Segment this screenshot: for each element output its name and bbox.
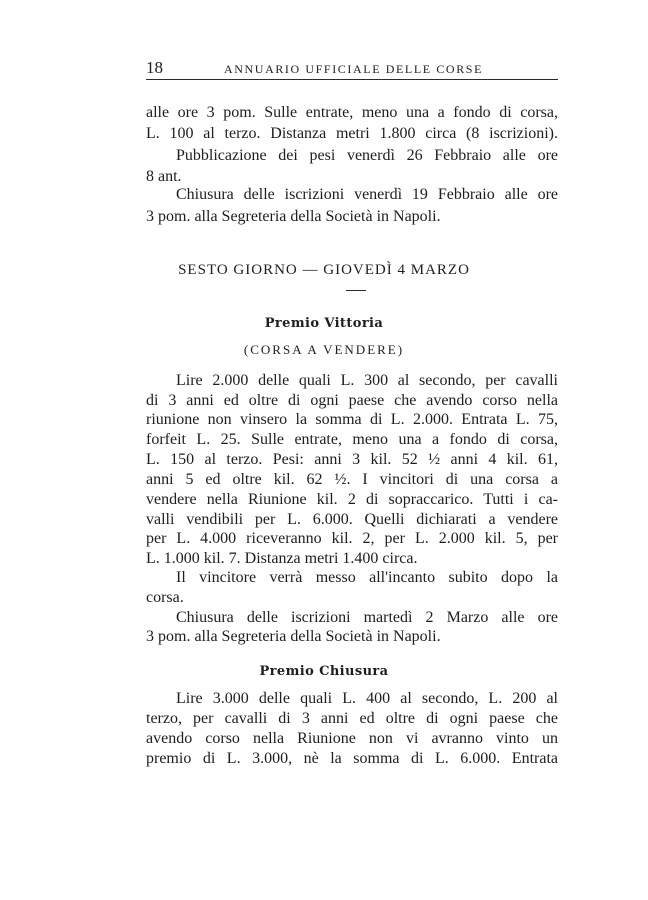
- page-header: [146, 58, 558, 80]
- text-line: forfeit L. 25. Sulle entrate, meno una a fondo di corsa,: [146, 431, 558, 448]
- text-line: premio di L. 3.000, nè la somma di L. 6.000. Entrata: [146, 750, 558, 767]
- text-line: valli vendibili per L. 6.000. Quelli dichiarati a vendere: [146, 511, 558, 528]
- page-number: 18: [146, 58, 163, 77]
- section-heading: SESTO GIORNO — GIOVEDÌ 4 MARZO: [178, 262, 470, 278]
- text-line: alle ore 3 pom. Sulle entrate, meno una a fondo di corsa,: [146, 104, 558, 121]
- text-line: avendo corso nella Riunione non vi avranno vinto un: [146, 730, 558, 747]
- text-line: vendere nella Riunione kil. 2 di sopraccarico. Tutti i ca-: [146, 491, 558, 508]
- text-line: Chiusura delle iscrizioni martedì 2 Marzo alle ore: [176, 609, 558, 626]
- text-line: Lire 3.000 delle quali L. 400 al secondo, L. 200 al: [176, 690, 558, 707]
- prize-title-chiusura: Premio Chiusura: [259, 664, 389, 679]
- text-line: Lire 2.000 delle quali L. 300 al secondo, per cavalli: [176, 372, 558, 389]
- text-line: 3 pom. alla Segreteria della Società in Napoli.: [146, 208, 441, 225]
- text-line: corsa.: [146, 589, 184, 606]
- text-line: 8 ant.: [146, 168, 182, 185]
- text-line: Il vincitore verrà messo all'incanto subito dopo la: [176, 569, 558, 586]
- text-line: L. 150 al terzo. Pesi: anni 3 kil. 52 ½ anni 4 kil. 61,: [146, 451, 558, 468]
- text-line: riunione non vinsero la somma di L. 2.000. Entrata L. 75,: [146, 411, 558, 428]
- text-line: L. 1.000 kil. 7. Distanza metri 1.400 circa.: [146, 550, 418, 567]
- running-head: ANNUARIO UFFICIALE DELLE CORSE: [224, 62, 483, 76]
- text-line: 3 pom. alla Segreteria della Società in Napoli.: [146, 628, 441, 645]
- text-line: L. 100 al terzo. Distanza metri 1.800 circa (8 iscrizioni).: [146, 125, 558, 142]
- text-line: per L. 4.000 riceveranno kil. 2, per L. 2.000 kil. 5, per: [146, 530, 558, 547]
- header-rule: [146, 79, 558, 80]
- heading-rule: [346, 290, 366, 291]
- text-line: Pubblicazione dei pesi venerdì 26 Febbraio alle ore: [176, 147, 558, 164]
- prize-subtitle-vittoria: (CORSA A VENDERE): [243, 342, 405, 357]
- text-line: di 3 anni ed oltre di ogni paese che avendo corso nella: [146, 392, 558, 409]
- prize-title-vittoria: Premio Vittoria: [264, 316, 384, 331]
- text-line: anni 5 ed oltre kil. 62 ½. I vincitori di una corsa a: [146, 471, 558, 488]
- text-line: terzo, per cavalli di 3 anni ed oltre di ogni paese che: [146, 710, 558, 727]
- text-line: Chiusura delle iscrizioni venerdì 19 Febbraio alle ore: [176, 186, 558, 203]
